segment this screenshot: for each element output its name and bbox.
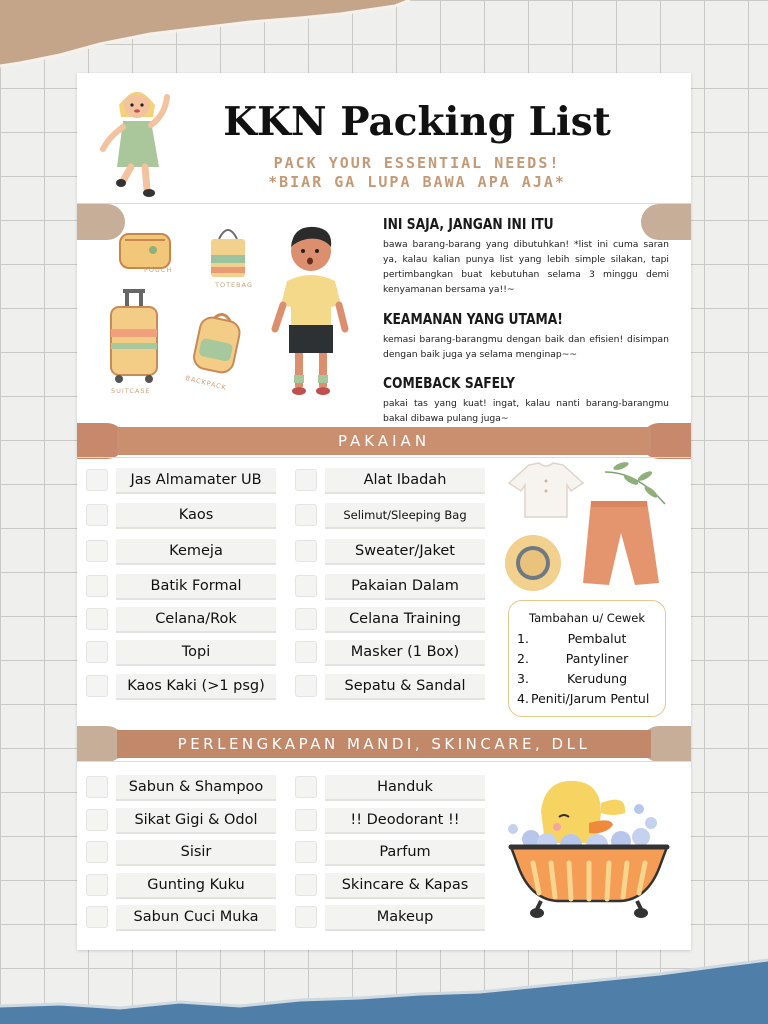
checkbox-topi[interactable] <box>86 641 108 663</box>
item-kaos-kaki: Kaos Kaki (>1 psg) <box>116 674 276 700</box>
checkbox-deodorant[interactable] <box>295 809 317 831</box>
checkbox-celana-rok[interactable] <box>86 608 108 630</box>
checkbox-kemeja[interactable] <box>86 540 108 562</box>
checkbox-handuk[interactable] <box>295 776 317 798</box>
item-sisir: Sisir <box>116 840 276 866</box>
item-batik-formal: Batik Formal <box>116 574 276 600</box>
tip-body-2: kemasi barang-barangmu dengan baik dan efisien! disimpan dengan baik juga ya selama menginap~~ <box>383 334 669 360</box>
torn-paper-bottom <box>0 954 768 1024</box>
item-parfum: Parfum <box>325 840 485 866</box>
item-masker: Masker (1 Box) <box>325 640 485 666</box>
tambahan-num-4: 4. <box>517 691 529 706</box>
pouch-label: POUCH <box>144 266 173 274</box>
section-heading-mandi: PERLENGKAPAN MANDI, SKINCARE, DLL <box>117 730 651 758</box>
packing-list-sheet <box>77 73 691 950</box>
item-kemeja: Kemeja <box>116 539 276 565</box>
totebag-icon <box>207 219 249 281</box>
item-gunting-kuku: Gunting Kuku <box>116 873 276 899</box>
torn-paper-top <box>0 0 768 72</box>
totebag-label: TOTEBAG <box>215 281 253 289</box>
tambahan-cewek-box <box>508 600 666 717</box>
checkbox-alat-ibadah[interactable] <box>295 469 317 491</box>
shirt-icon <box>505 461 587 521</box>
checkbox-jas-almamater[interactable] <box>86 469 108 491</box>
section-tab-right <box>641 204 691 240</box>
checkbox-selimut[interactable] <box>295 504 317 526</box>
tambahan-item-pantyliner: Pantyliner <box>565 651 629 666</box>
pants-icon <box>577 497 661 589</box>
page-subtitle-note: *BIAR GA LUPA BAWA APA AJA* <box>268 173 566 191</box>
girl-illustration <box>97 75 177 203</box>
checkbox-sabun-shampoo[interactable] <box>86 776 108 798</box>
item-handuk: Handuk <box>325 775 485 801</box>
duck-bathtub-illustration <box>501 773 677 933</box>
tambahan-num-2: 2. <box>517 651 529 666</box>
checkbox-masker[interactable] <box>295 641 317 663</box>
checkbox-celana-training[interactable] <box>295 608 317 630</box>
item-selimut: Selimut/Sleeping Bag <box>325 503 485 529</box>
tambahan-title: Tambahan u/ Cewek <box>528 611 646 625</box>
suitcase-label: SUITCASE <box>111 387 151 395</box>
tip-heading-3: COMEBACK SAFELY <box>383 374 515 392</box>
tip-body-1: bawa barang-barang yang dibutuhkan! *list ini cuma saran ya, kalau kalian punya list yang lebih simple silakan, tapi pertimbangkan buat kebutuhan selama 3 minggu demi kenyamanan bersama ya!!~ <box>383 239 669 295</box>
item-skincare: Skincare & Kapas <box>325 873 485 899</box>
item-sepatu: Sepatu & Sandal <box>325 674 485 700</box>
checkbox-sabun-cuci-muka[interactable] <box>86 906 108 928</box>
item-celana-rok: Celana/Rok <box>116 607 276 633</box>
checkbox-skincare[interactable] <box>295 874 317 896</box>
checkbox-kaos-kaki[interactable] <box>86 675 108 697</box>
suitcase-icon <box>107 289 163 385</box>
tip-heading-1: INI SAJA, JANGAN INI ITU <box>383 215 554 233</box>
tambahan-item-kerudung: Kerudung <box>566 671 628 686</box>
item-jas-almamater: Jas Almamater UB <box>116 468 276 494</box>
item-pakaian-dalam: Pakaian Dalam <box>325 574 485 600</box>
tambahan-num-1: 1. <box>517 631 529 646</box>
tip-body-3: pakai tas yang kuat! ingat, kalau nanti barang-barangmu bakal dibawa pulang juga~ <box>383 398 669 424</box>
tip-heading-2: KEAMANAN YANG UTAMA! <box>383 310 563 328</box>
item-alat-ibadah: Alat Ibadah <box>325 468 485 494</box>
hat-icon <box>501 533 565 591</box>
backpack-icon <box>189 311 245 377</box>
checkbox-makeup[interactable] <box>295 906 317 928</box>
backpack-label: BACKPACK <box>184 374 228 392</box>
item-deodorant: !! Deodorant !! <box>325 808 485 834</box>
checkbox-parfum[interactable] <box>295 841 317 863</box>
item-sabun-cuci-muka: Sabun Cuci Muka <box>116 905 276 931</box>
checkbox-kaos[interactable] <box>86 504 108 526</box>
checkbox-gunting-kuku[interactable] <box>86 874 108 896</box>
tambahan-num-3: 3. <box>517 671 529 686</box>
checkbox-pakaian-dalam[interactable] <box>295 575 317 597</box>
item-sikat-gigi: Sikat Gigi & Odol <box>116 808 276 834</box>
mandi-divider <box>77 761 691 762</box>
tambahan-item-peniti: Peniti/Jarum Pentul <box>531 691 650 706</box>
item-kaos: Kaos <box>116 503 276 529</box>
header-divider <box>77 203 691 204</box>
item-topi: Topi <box>116 640 276 666</box>
boy-illustration <box>263 221 359 401</box>
checkbox-sepatu[interactable] <box>295 675 317 697</box>
item-makeup: Makeup <box>325 905 485 931</box>
checkbox-sisir[interactable] <box>86 841 108 863</box>
item-sweater: Sweater/Jaket <box>325 539 485 565</box>
checkbox-sweater[interactable] <box>295 540 317 562</box>
checkbox-sikat-gigi[interactable] <box>86 809 108 831</box>
page-title: KKN Packing List <box>223 99 611 145</box>
item-celana-training: Celana Training <box>325 607 485 633</box>
tambahan-item-pembalut: Pembalut <box>567 631 627 646</box>
pakaian-divider <box>77 457 691 458</box>
page-subtitle: PACK YOUR ESSENTIAL NEEDS! <box>273 154 561 172</box>
item-sabun-shampoo: Sabun & Shampoo <box>116 775 276 801</box>
section-heading-pakaian: PAKAIAN <box>117 427 651 455</box>
checkbox-batik-formal[interactable] <box>86 575 108 597</box>
